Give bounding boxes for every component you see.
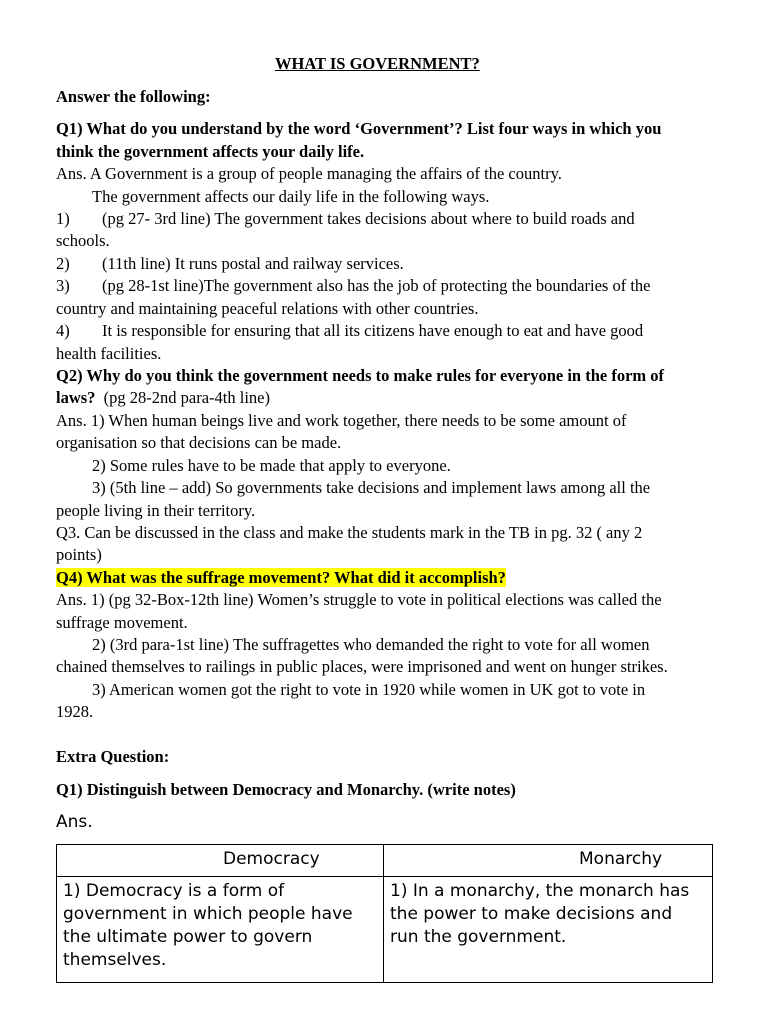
q2-answer-line-1: Ans. 1) When human beings live and work together, there needs to be some amount of (56, 411, 627, 430)
q1-answer-line-2: The government affects our daily life in the following ways. (92, 187, 490, 206)
q2-question-reference: (pg 28-2nd para-4th line) (103, 388, 270, 407)
q4-answer-line-5: 3) American women got the right to vote in 1920 while women in UK got to vote in (92, 680, 646, 699)
q2-question-bold: laws? (56, 388, 96, 407)
q1-point-2-line-1: (11th line) It runs postal and railway services. (102, 254, 404, 273)
q1-question-line-2: think the government affects your daily life. (56, 142, 365, 161)
q2-answer-line-4: 3) (5th line – add) So governments take decisions and implement laws among all the (92, 478, 651, 497)
q1-point-4-line-2: health facilities. (56, 344, 162, 363)
page-title: WHAT IS GOVERNMENT? (275, 54, 480, 73)
instruction-text: Answer the following: (56, 87, 211, 106)
q4-answer-line-2: suffrage movement. (56, 613, 188, 632)
extra-q1: Q1) Distinguish between Democracy and Monarchy. (write notes) (56, 780, 516, 799)
extra-heading: Extra Question: (56, 747, 170, 766)
q1-question-line-1: Q1) What do you understand by the word ‘Government’? List four ways in which you (56, 119, 662, 138)
q4-answer-line-6: 1928. (56, 702, 94, 721)
q4-answer-line-4: chained themselves to railings in public places, were imprisoned and went on hunger strikes. (56, 657, 668, 676)
q1-point-3-line-1: (pg 28-1st line)The government also has the job of protecting the boundaries of the (102, 276, 651, 295)
extra-ans-label: Ans. (56, 812, 93, 832)
q1-point-3-number: 3) (56, 276, 70, 295)
q1-point-3-line-2: country and maintaining peaceful relations with other countries. (56, 299, 479, 318)
q1-point-1-line-2: schools. (56, 231, 110, 250)
q1-point-1-number: 1) (56, 209, 70, 228)
q2-answer-line-2: organisation so that decisions can be made. (56, 433, 342, 452)
q1-point-4-number: 4) (56, 321, 70, 340)
q2-question-line-1: Q2) Why do you think the government needs to make rules for everyone in the form of (56, 366, 665, 385)
q2-answer-line-3: 2) Some rules have to be made that apply to everyone. (92, 456, 451, 475)
q1-point-2-number: 2) (56, 254, 70, 273)
q4-answer-line-1: Ans. 1) (pg 32-Box-12th line) Women’s struggle to vote in political elections was called the (56, 590, 662, 609)
q1-answer-line-1: Ans. A Government is a group of people managing the affairs of the country. (56, 164, 562, 183)
q1-point-1-line-1: (pg 27- 3rd line) The government takes decisions about where to build roads and (102, 209, 635, 228)
header-monarchy: Monarchy (384, 845, 713, 877)
q4-question (56, 568, 506, 588)
q3-line-2: points) (56, 545, 102, 564)
q4-answer-line-3: 2) (3rd para-1st line) The suffragettes who demanded the right to vote for all women (92, 635, 650, 654)
header-democracy: Democracy (57, 845, 384, 877)
q1-point-4-line-1: It is responsible for ensuring that all its citizens have enough to eat and have good (102, 321, 644, 340)
comparison-table (56, 844, 713, 983)
q2-answer-line-5: people living in their territory. (56, 501, 256, 520)
cell-monarchy-1: 1) In a monarchy, the monarch has the power to make decisions and run the government. (384, 877, 713, 983)
q4-question-highlight: Q4) What was the suffrage movement? What did it accomplish? (56, 568, 506, 587)
q2-question-line-2 (56, 388, 270, 408)
table-header-row (57, 845, 713, 877)
q3-line-1: Q3. Can be discussed in the class and make the students mark in the TB in pg. 32 ( any 2 (56, 523, 643, 542)
table-row (57, 877, 713, 983)
cell-democracy-1: 1) Democracy is a form of government in which people have the ultimate power to govern themselves. (57, 877, 384, 983)
